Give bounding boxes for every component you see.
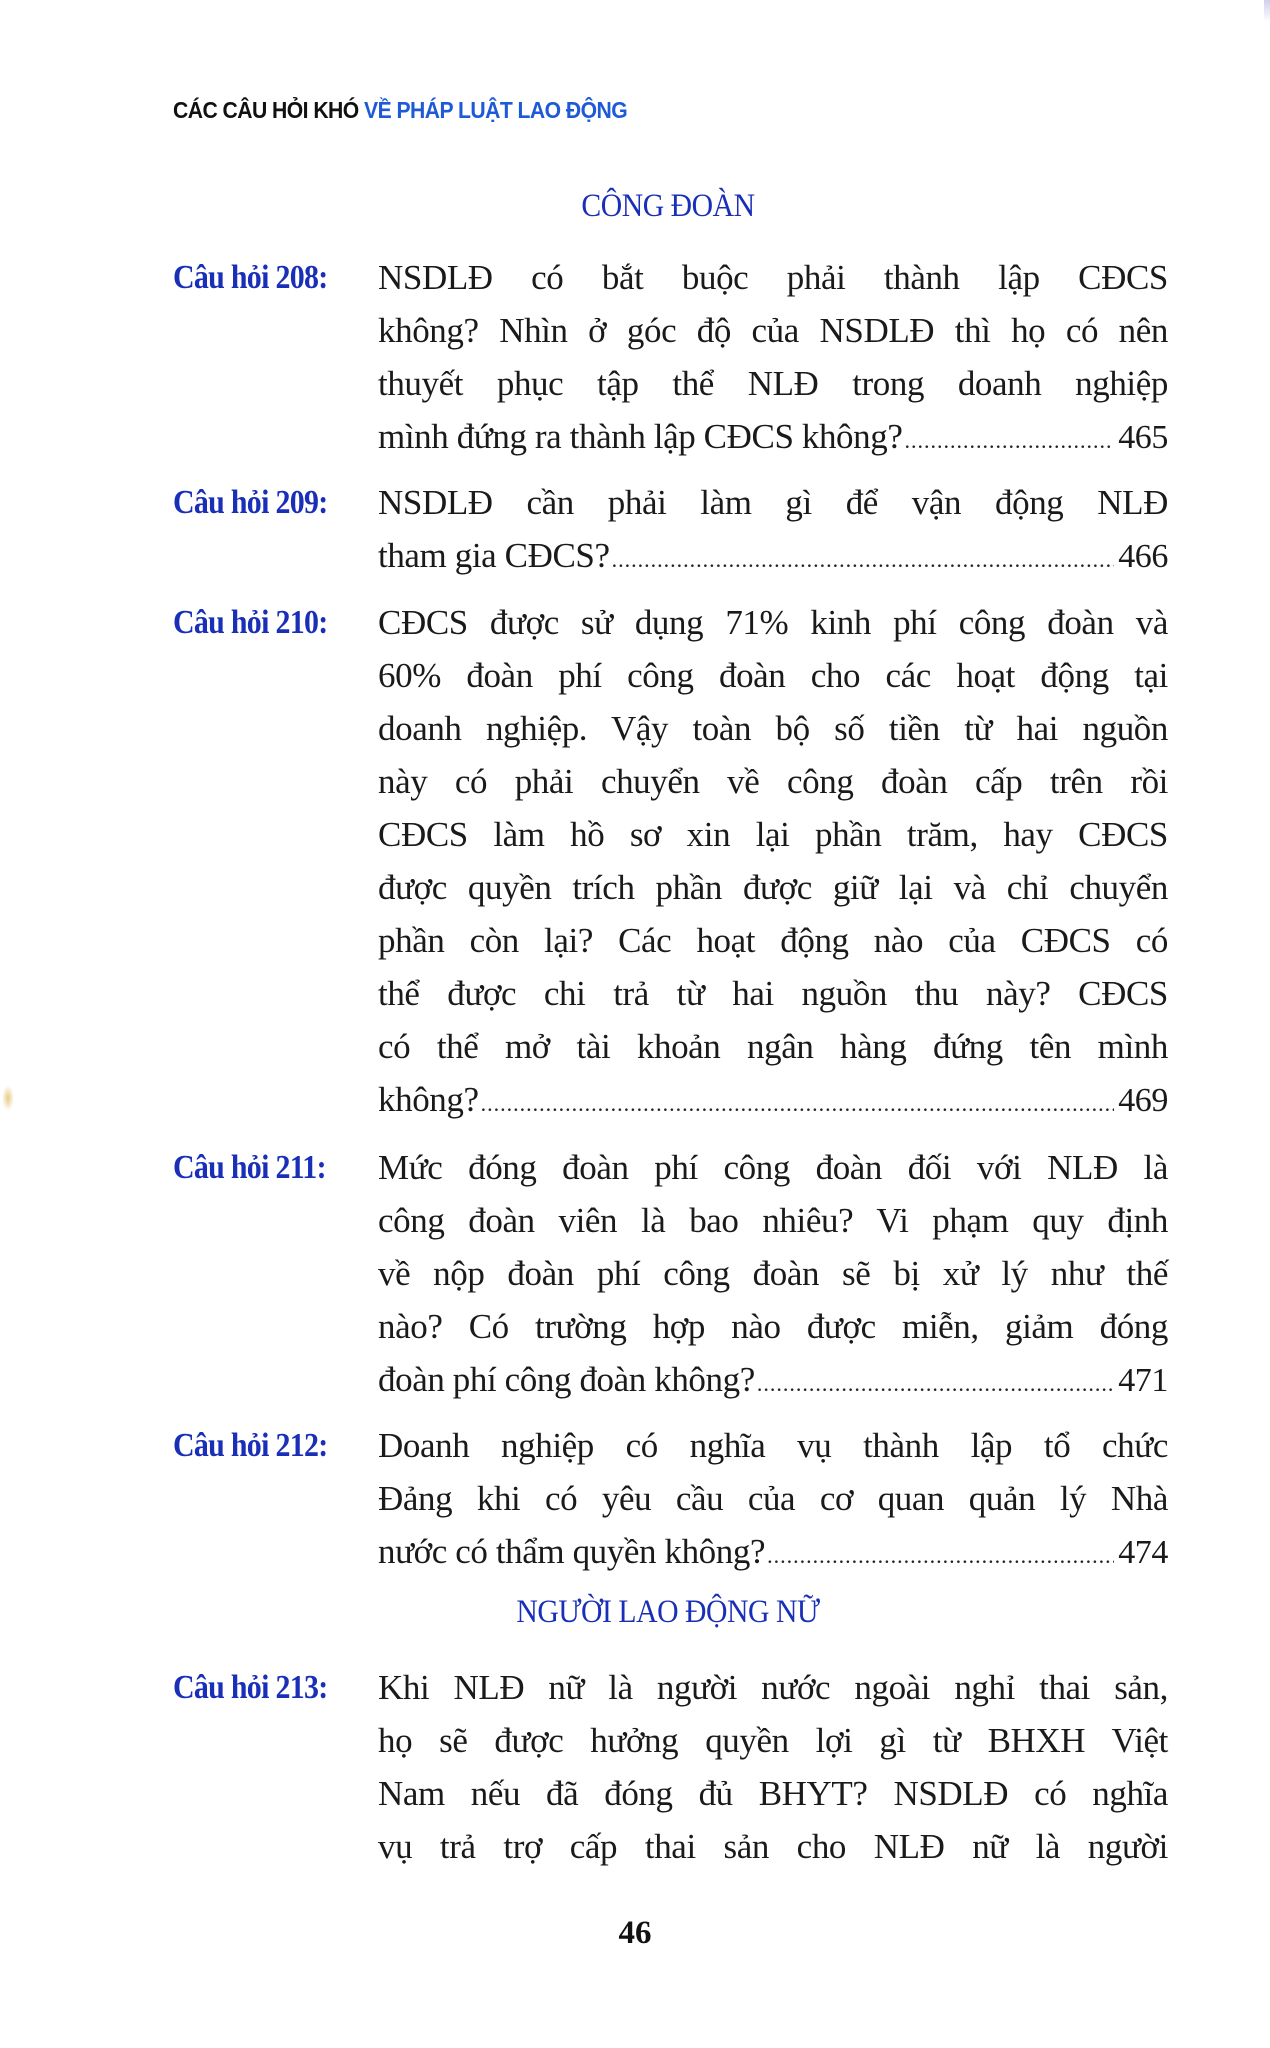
question-line: vụ trả trợ cấp thai sản cho NLĐ nữ là người [378, 1827, 1168, 1866]
scan-mark [2, 1085, 14, 1111]
page-ref[interactable]: 469 [1118, 1082, 1168, 1119]
question-line: Đảng khi có yêu cầu của cơ quan quản lý Nhà [378, 1479, 1168, 1518]
page-ref[interactable]: 465 [1118, 419, 1168, 456]
running-header-subtitle: VỀ PHÁP LUẬT LAO ĐỘNG [364, 97, 628, 123]
question-line: NSDLĐ cần phải làm gì để vận động NLĐ [378, 483, 1168, 522]
question-line: công đoàn viên là bao nhiêu? Vi phạm quy định [378, 1201, 1168, 1240]
question-text [378, 596, 1168, 1126]
question-text [378, 251, 1168, 463]
question-line-last [378, 529, 1168, 582]
question-text [378, 1661, 1168, 1873]
question-line: doanh nghiệp. Vậy toàn bộ số tiền từ hai nguồn [378, 709, 1168, 748]
question-text [378, 1419, 1168, 1578]
question-line: đoàn phí công đoàn không? [378, 1360, 755, 1399]
question-line-last [378, 1353, 1168, 1406]
running-header [173, 97, 627, 124]
question-line: mình đứng ra thành lập CĐCS không? [378, 417, 903, 456]
question-line: không? [378, 1080, 479, 1119]
question-line: được quyền trích phần được giữ lại và chỉ chuyển [378, 868, 1168, 907]
question-line: CĐCS làm hồ sơ xin lại phần trăm, hay CĐCS [378, 815, 1168, 854]
page-number: 46 [618, 1915, 652, 1951]
question-line: Doanh nghiệp có nghĩa vụ thành lập tổ chức [378, 1426, 1168, 1465]
question-line-last [378, 1525, 1168, 1578]
question-label: Câu hỏi 211: [173, 1149, 326, 1186]
question-line: Nam nếu đã đóng đủ BHYT? NSDLĐ có nghĩa [378, 1774, 1168, 1813]
question-line: Mức đóng đoàn phí công đoàn đối với NLĐ là [378, 1148, 1168, 1187]
leader-dots [481, 1077, 1115, 1130]
question-line: về nộp đoàn phí công đoàn sẽ bị xử lý như thế [378, 1254, 1168, 1293]
question-line: này có phải chuyển về công đoàn cấp trên rồi [378, 762, 1168, 801]
question-label: Câu hỏi 209: [173, 484, 328, 521]
question-text [378, 476, 1168, 582]
running-header-title: CÁC CÂU HỎI KHÓ [173, 97, 365, 123]
question-label: Câu hỏi 210: [173, 604, 328, 641]
question-line: có thể mở tài khoản ngân hàng đứng tên mình [378, 1027, 1168, 1066]
question-line: CĐCS được sử dụng 71% kinh phí công đoàn và [378, 603, 1168, 642]
section-title-cong-doan: CÔNG ĐOÀN [581, 188, 755, 224]
question-line: không? Nhìn ở góc độ của NSDLĐ thì họ có nên [378, 311, 1168, 350]
question-line: phần còn lại? Các hoạt động nào của CĐCS có [378, 921, 1168, 960]
page-ref[interactable]: 474 [1118, 1534, 1168, 1571]
question-label: Câu hỏi 213: [173, 1669, 328, 1706]
question-label: Câu hỏi 212: [173, 1427, 328, 1464]
question-line: NSDLĐ có bắt buộc phải thành lập CĐCS [378, 258, 1168, 297]
question-line-last [378, 410, 1168, 463]
question-line: họ sẽ được hưởng quyền lợi gì từ BHXH Việt [378, 1721, 1168, 1760]
question-label: Câu hỏi 208: [173, 259, 328, 296]
question-text [378, 1141, 1168, 1406]
question-line: nước có thẩm quyền không? [378, 1532, 766, 1571]
page-ref[interactable]: 471 [1118, 1362, 1168, 1399]
question-line: Khi NLĐ nữ là người nước ngoài nghỉ thai sản, [378, 1668, 1168, 1707]
leader-dots [767, 1529, 1114, 1582]
leader-dots [612, 533, 1115, 586]
question-line: nào? Có trường hợp nào được miễn, giảm đóng [378, 1307, 1168, 1346]
question-line: thuyết phục tập thể NLĐ trong doanh nghiệp [378, 364, 1168, 403]
section-title-nguoi-lao-dong-nu: NGƯỜI LAO ĐỘNG NỮ [516, 1594, 820, 1630]
leader-dots [757, 1357, 1114, 1410]
page-ref[interactable]: 466 [1118, 538, 1168, 575]
page-edge [1264, 0, 1270, 22]
question-line: thể được chi trả từ hai nguồn thu này? CĐCS [378, 974, 1168, 1013]
question-line: tham gia CĐCS? [378, 536, 610, 575]
leader-dots [905, 414, 1115, 467]
question-line-last [378, 1073, 1168, 1126]
question-line: 60% đoàn phí công đoàn cho các hoạt động tại [378, 656, 1168, 695]
